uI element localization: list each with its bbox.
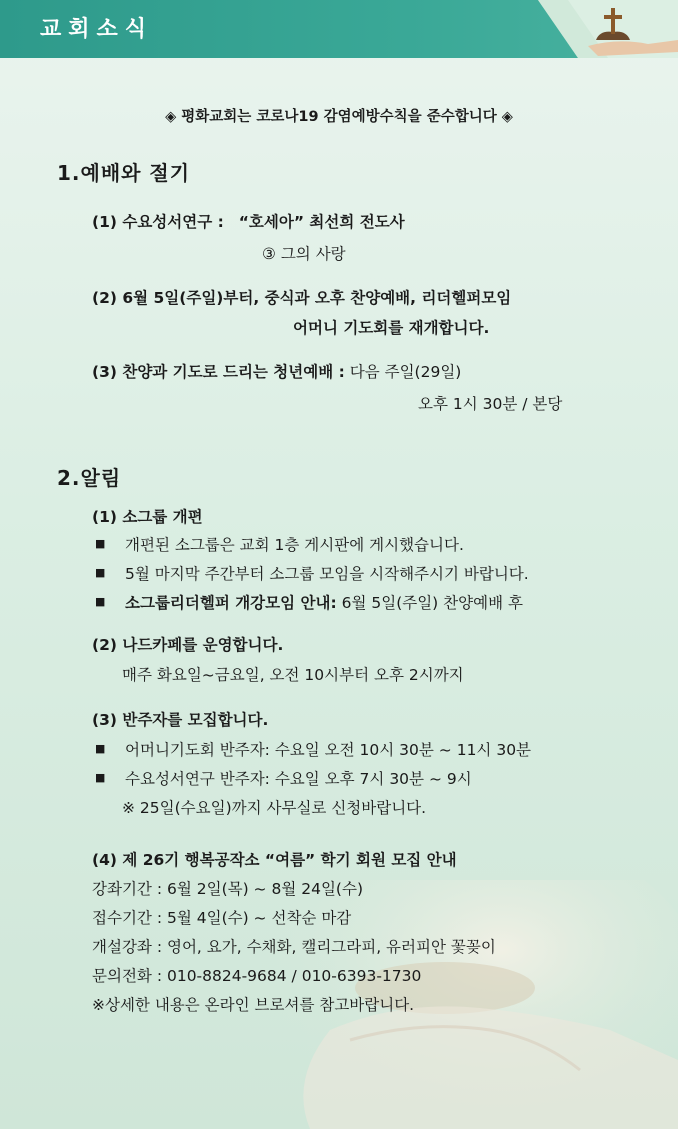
section-2-title: 2.알림 <box>57 466 122 490</box>
list-item: 개편된 소그룹은 교회 1층 게시판에 게시했습니다. <box>125 536 464 554</box>
item-1-1-title: “호세아” 최선희 전도사 <box>238 213 405 231</box>
item-1-3-when: 다음 주일(29일) <box>349 363 462 381</box>
item-1-1-label: (1) 수요성서연구 : <box>92 213 224 231</box>
item-2-4-line: 문의전화 : 010-8824-9684 / 010-6393-1730 <box>92 967 422 985</box>
item-2-4-line: ※상세한 내용은 온라인 브로셔를 참고바랍니다. <box>92 996 415 1014</box>
item-1-3-time: 오후 1시 30분 / 본당 <box>418 395 563 413</box>
bullet-icon: ■ <box>95 742 106 755</box>
item-1-1-sub: ③ 그의 사랑 <box>262 245 346 263</box>
item-2-2-detail: 매주 화요일~금요일, 오전 10시부터 오후 2시까지 <box>122 666 464 684</box>
item-2-1-title: (1) 소그룹 개편 <box>92 508 203 526</box>
header-bar <box>0 0 678 58</box>
item-2-4-line: 강좌기간 : 6월 2일(목) ~ 8월 24일(수) <box>92 880 363 898</box>
item-2-3-note: ※ 25일(수요일)까지 사무실로 신청바랍니다. <box>122 799 427 817</box>
item-1-3-label: (3) 찬양과 기도로 드리는 청년예배 : <box>92 363 345 381</box>
list-item: 어머니기도회 반주자: 수요일 오전 10시 30분 ~ 11시 30분 <box>125 741 532 759</box>
hands-holding-cross-icon <box>538 0 678 58</box>
bullet-icon: ■ <box>95 566 106 579</box>
list-item-rest: 6월 5일(주일) 찬양예배 후 <box>341 594 523 612</box>
item-2-4-title: (4) 제 26기 행복공작소 “여름” 학기 회원 모집 안내 <box>92 851 457 869</box>
bullet-icon: ■ <box>95 537 106 550</box>
item-1-2-line1: (2) 6월 5일(주일)부터, 중식과 오후 찬양예배, 리더헬퍼모임 <box>92 289 512 307</box>
list-item-bold: 소그룹리더헬퍼 개강모임 안내: <box>125 594 337 612</box>
item-2-4-line: 접수기간 : 5월 4일(수) ~ 선착순 마감 <box>92 909 352 927</box>
notice-banner: ◈ 평화교회는 코로나19 감염예방수칙을 준수합니다 ◈ <box>165 109 513 125</box>
section-1-title: 1.예배와 절기 <box>57 161 191 185</box>
list-item: 5월 마지막 주간부터 소그룹 모임을 시작해주시기 바랍니다. <box>125 565 529 583</box>
item-2-3-title: (3) 반주자를 모집합니다. <box>92 711 269 729</box>
bullet-icon: ■ <box>95 595 106 608</box>
item-2-2-title: (2) 나드카페를 운영합니다. <box>92 636 284 654</box>
item-1-2-line2: 어머니 기도회를 재개합니다. <box>293 319 490 337</box>
bullet-icon: ■ <box>95 771 106 784</box>
item-2-4-line: 개설강좌 : 영어, 요가, 수채화, 캘리그라피, 유러피안 꽃꽂이 <box>92 938 496 956</box>
list-item: 수요성서연구 반주자: 수요일 오후 7시 30분 ~ 9시 <box>125 770 472 788</box>
page-title: 교회소식 <box>40 17 154 42</box>
